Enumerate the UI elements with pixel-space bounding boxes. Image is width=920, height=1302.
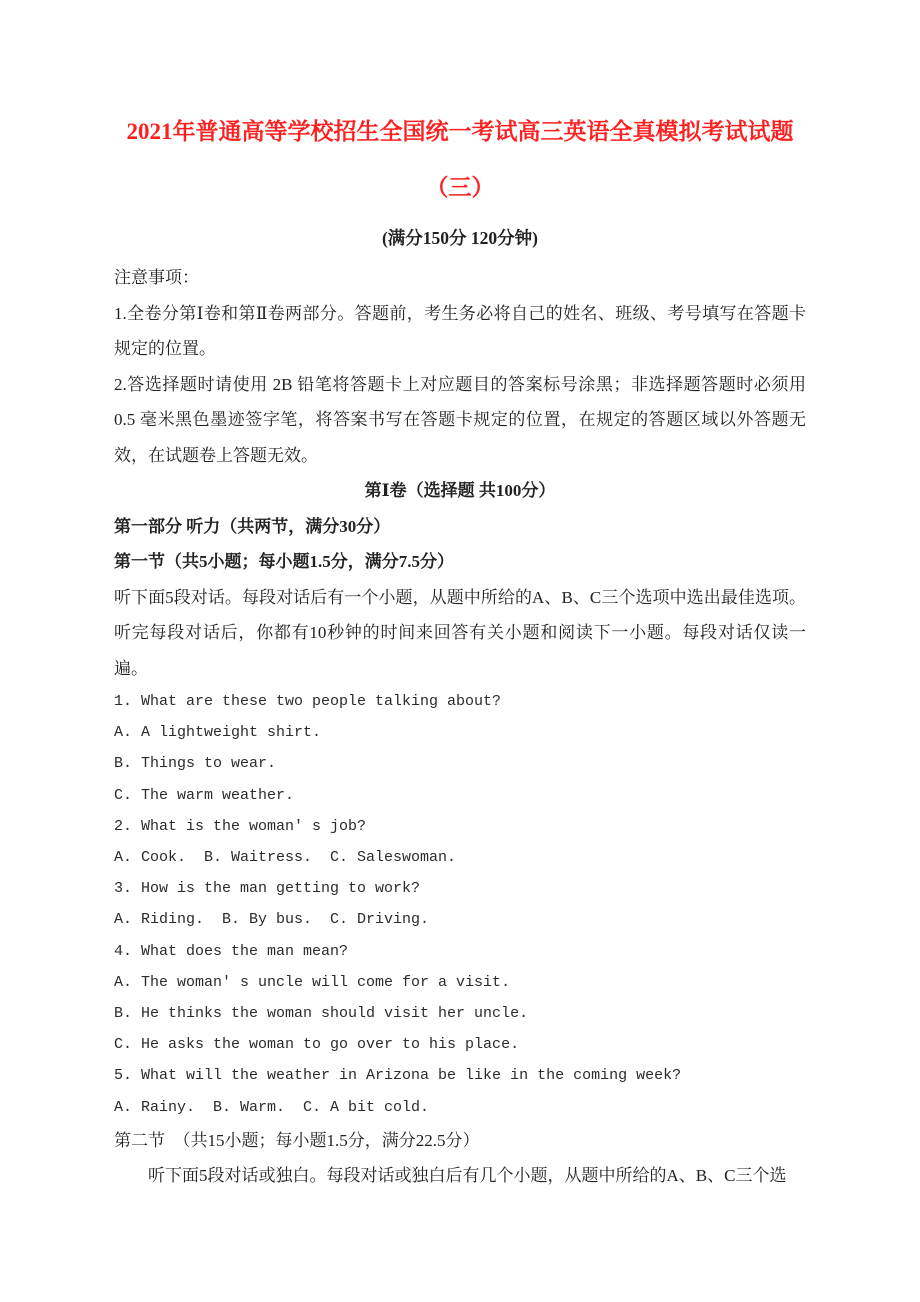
question-2-options: A. Cook. B. Waitress. C. Saleswoman. bbox=[114, 849, 457, 867]
question-4-stem: 4. What does the man mean? bbox=[114, 942, 349, 960]
part1-heading: 第一部分 听力（共两节，满分30分） bbox=[114, 516, 391, 536]
question-1-option-b: B. Things to wear. bbox=[114, 755, 277, 773]
question-4-option-b: B. He thinks the woman should visit her uncle. bbox=[114, 1005, 529, 1023]
question-3-stem: 3. How is the man getting to work? bbox=[114, 880, 421, 898]
section2-heading: 第二节 （共15小题；每小题1.5分，满分22.5分） bbox=[114, 1130, 480, 1150]
score-duration-line: (满分150分 120分钟) bbox=[381, 228, 539, 248]
question-5-options: A. Rainy. B. Warm. C. A bit cold. bbox=[114, 1098, 430, 1116]
question-2-stem: 2. What is the woman' s job? bbox=[114, 817, 367, 835]
section1-heading: 第一节（共5小题；每小题1.5分，满分7.5分） bbox=[114, 552, 454, 571]
exam-title-line2: （三） bbox=[425, 175, 495, 200]
question-3-options: A. Riding. B. By bus. C. Driving. bbox=[114, 911, 430, 929]
notes-item-1: 1.全卷分第Ⅰ卷和第Ⅱ卷两部分。答题前，考生务必将自己的姓名、班级、考号填写在答题卡规定的位置。 bbox=[114, 303, 806, 358]
question-1-option-c: C. The warm weather. bbox=[114, 786, 295, 804]
question-5-stem: 5. What will the weather in Arizona be like in the coming week? bbox=[114, 1067, 682, 1085]
section1-instructions: 听下面5段对话。每段对话后有一个小题，从题中所给的A、B、C三个选项中选出最佳选项。听完每段对话后，你都有10秒钟的时间来回答有关小题和阅读下一小题。每段对话仅读一遍。 bbox=[114, 587, 806, 678]
question-1-option-a: A. A lightweight shirt. bbox=[114, 724, 322, 742]
exam-title-line1: 2021年普通高等学校招生全国统一考试高三英语全真模拟考试试题 bbox=[126, 119, 794, 144]
volume1-heading: 第Ⅰ卷（选择题 共100分） bbox=[364, 481, 556, 500]
notes-item-2: 2.答选择题时请使用 2B 铅笔将答题卡上对应题目的答案标号涂黑；非选择题答题时必须用 0.5 毫米黑色墨迹签字笔，将答案书写在答题卡规定的位置，在规定的答题区域以外答题无效，在试题卷上答题无效。 bbox=[114, 374, 806, 465]
notes-heading: 注意事项： bbox=[114, 268, 199, 287]
question-4-option-a: A. The woman' s uncle will come for a visit. bbox=[114, 973, 511, 991]
question-1-stem: 1. What are these two people talking about? bbox=[114, 693, 502, 710]
question-4-option-c: C. He asks the woman to go over to his place. bbox=[114, 1036, 520, 1054]
section2-instructions: 听下面5段对话或独白。每段对话或独白后有几个小题，从题中所给的A、B、C三个选 bbox=[148, 1166, 787, 1186]
